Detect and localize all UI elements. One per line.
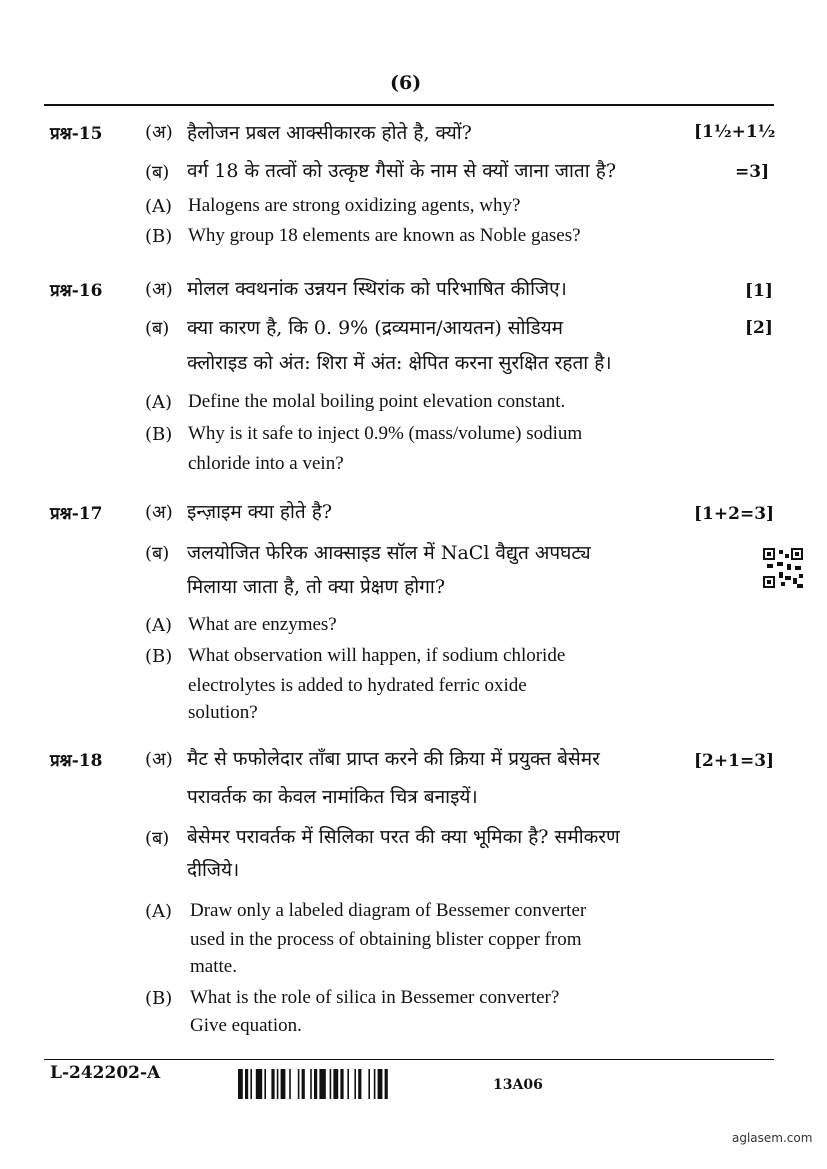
q16-marks-b: [2] — [745, 318, 773, 338]
qr-code — [763, 548, 803, 588]
q16-part-b-hi-marker: (ब) — [145, 318, 170, 339]
q16-part-a-hindi: मोलल क्वथनांक उन्नयन स्थिरांक को परिभाषित कीजिए। — [187, 278, 567, 300]
q17-part-a-hi-marker: (अ) — [145, 502, 173, 523]
q18-part-a-hindi-line2: परावर्तक का केवल नामांकित चित्र बनाइयें। — [187, 786, 478, 808]
q16-part-a-en-marker: (A) — [145, 392, 173, 413]
q15-marks-line1: [1½+1½ — [694, 122, 776, 142]
q16-part-b-hindi-line2: क्लोराइड को अंत: शिरा में अंत: क्षेपित करना सुरक्षित रहता है। — [187, 352, 612, 374]
q17-part-a-hindi: इन्ज़ाइम क्या होते है? — [187, 501, 333, 523]
q18-part-a-english-line2: used in the process of obtaining blister copper from — [190, 929, 582, 950]
q15-part-a-english: Halogens are strong oxidizing agents, why? — [188, 195, 521, 216]
paper-code: L-242202-A — [50, 1063, 161, 1083]
header-rule — [44, 104, 774, 106]
q17-part-b-hindi-line1: जलयोजित फेरिक आक्साइड सॉल में NaCl वैद्युत अपघट्य — [187, 542, 591, 564]
q17-part-b-english-line3: solution? — [188, 702, 258, 723]
question-label-17: प्रश्न-17 — [50, 504, 103, 524]
q15-part-b-hindi: वर्ग 18 के तत्वों को उत्कृष्ट गैसों के नाम से क्यों जाना जाता है? — [187, 160, 617, 182]
q16-part-b-english-line2: chloride into a vein? — [188, 453, 344, 474]
footer-rule — [44, 1059, 774, 1060]
q15-part-a-en-marker: (A) — [145, 196, 173, 217]
q17-part-b-hi-marker: (ब) — [145, 543, 170, 564]
barcode — [238, 1069, 460, 1099]
question-label-16: प्रश्न-16 — [50, 281, 103, 301]
q17-marks: [1+2=3] — [694, 504, 775, 524]
q17-part-b-english-line2: electrolytes is added to hydrated ferric oxide — [188, 675, 527, 696]
q18-part-b-hi-marker: (ब) — [145, 828, 170, 849]
q18-part-a-english-line3: matte. — [190, 956, 237, 977]
q17-part-b-en-marker: (B) — [145, 646, 173, 667]
q16-part-b-hindi-line1: क्या कारण है, कि 0. 9% (द्रव्यमान/आयतन) सोडियम — [187, 317, 564, 339]
watermark-text: aglasem.com — [732, 1131, 813, 1145]
booklet-code: 13A06 — [493, 1077, 543, 1093]
q18-part-a-hi-marker: (अ) — [145, 749, 173, 770]
q18-marks: [2+1=3] — [694, 751, 775, 771]
q17-part-a-en-marker: (A) — [145, 615, 173, 636]
q15-marks-line2: =3] — [735, 162, 770, 182]
q18-part-b-english-line1: What is the role of silica in Bessemer converter? — [190, 987, 560, 1008]
q18-part-b-en-marker: (B) — [145, 988, 173, 1009]
q16-marks-a: [1] — [745, 281, 773, 301]
q15-part-b-hi-marker: (ब) — [145, 162, 170, 183]
q15-part-b-en-marker: (B) — [145, 226, 173, 247]
q18-part-b-hindi-line2: दीजिये। — [187, 859, 240, 881]
q17-part-b-english-line1: What observation will happen, if sodium chloride — [188, 645, 566, 666]
page-number: (6) — [390, 72, 422, 94]
q18-part-a-english-line1: Draw only a labeled diagram of Bessemer converter — [190, 900, 587, 921]
q15-part-a-hi-marker: (अ) — [145, 122, 173, 143]
q18-part-a-en-marker: (A) — [145, 901, 173, 922]
q18-part-b-hindi-line1: बेसेमर परावर्तक में सिलिका परत की क्या भूमिका है? समीकरण — [187, 826, 620, 848]
q18-part-a-hindi-line1: मैट से फफोलेदार ताँबा प्राप्त करने की क्रिया में प्रयुक्त बेसेमर — [187, 748, 600, 770]
q16-part-a-english: Define the molal boiling point elevation constant. — [188, 391, 566, 412]
q15-part-a-hindi: हैलोजन प्रबल आक्सीकारक होते है, क्यों? — [187, 122, 472, 144]
q16-part-b-english-line1: Why is it safe to inject 0.9% (mass/volume) sodium — [188, 423, 583, 444]
q15-part-b-english: Why group 18 elements are known as Noble gases? — [188, 225, 581, 246]
q17-part-a-english: What are enzymes? — [188, 614, 337, 635]
q18-part-b-english-line2: Give equation. — [190, 1015, 302, 1036]
q17-part-b-hindi-line2: मिलाया जाता है, तो क्या प्रेक्षण होगा? — [187, 576, 446, 598]
q16-part-b-en-marker: (B) — [145, 424, 173, 445]
q16-part-a-hi-marker: (अ) — [145, 279, 173, 300]
question-label-15: प्रश्न-15 — [50, 124, 103, 144]
question-label-18: प्रश्न-18 — [50, 751, 103, 771]
